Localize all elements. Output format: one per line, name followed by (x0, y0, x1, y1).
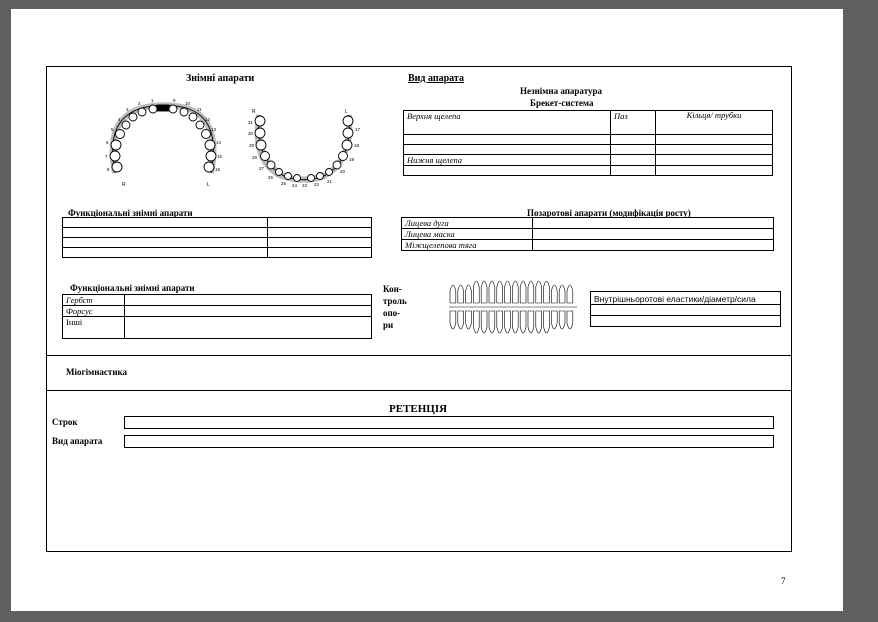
bracket-row-cell[interactable] (611, 135, 656, 145)
upper-tooth (505, 281, 511, 303)
retention-term-label: Строк (52, 417, 78, 427)
functional-appliances-table-2 (62, 294, 372, 339)
tooth-number: 6 (106, 140, 109, 145)
bracket-row-cell[interactable] (656, 166, 773, 176)
lower-tooth (466, 311, 472, 329)
upper-tooth (567, 285, 573, 303)
elastics-cell[interactable] (591, 316, 781, 327)
lower-tooth (528, 311, 534, 333)
lower-tooth (458, 311, 464, 329)
upper-tooth (520, 281, 526, 303)
lower-tooth (505, 311, 511, 333)
divider-line (46, 355, 792, 356)
elastics-header: Внутрішньоротові еластики/діаметр/сила (591, 292, 781, 305)
tooth-number: 10 (185, 101, 191, 106)
extraoral-appliances-table (401, 217, 774, 251)
upper-tooth (536, 281, 542, 303)
upper-tooth (559, 285, 565, 303)
arch-side-label: L (345, 109, 348, 115)
extraoral-cell[interactable] (533, 229, 774, 240)
slot-header: Паз (611, 111, 656, 135)
functional-cell[interactable] (125, 295, 372, 306)
tooth-number: 21 (327, 179, 333, 184)
upper-tooth (450, 285, 456, 303)
bracket-row-cell[interactable] (611, 166, 656, 176)
tooth-number: 9 (173, 98, 176, 103)
tooth-number: 16 (215, 167, 221, 172)
tooth-number: 27 (259, 166, 265, 171)
myogymnastics-label: Міогімнастика (66, 367, 128, 377)
functional-cell[interactable] (268, 218, 372, 228)
page-number: 7 (781, 576, 786, 586)
upper-tooth (544, 281, 550, 303)
bracket-system-subtitle: Брекет-система (530, 98, 594, 108)
lower-tooth (520, 311, 526, 333)
bracket-row-cell[interactable] (656, 135, 773, 145)
lower-tooth (551, 311, 557, 329)
tooth-number: 4 (118, 117, 121, 122)
anchorage-control-label (383, 283, 407, 331)
functional-cell[interactable] (63, 228, 268, 238)
divider-line (46, 390, 792, 391)
upper-tooth (473, 281, 479, 303)
tooth-number: 25 (281, 181, 287, 186)
upper-tooth (466, 285, 472, 303)
control-line: опо- (383, 308, 401, 318)
tooth-number: 26 (268, 175, 274, 180)
removable-title: Знімні апарати (186, 73, 255, 84)
bracket-system-table (403, 110, 773, 176)
tooth-number: 22 (314, 182, 320, 187)
retention-title: РЕТЕНЦІЯ (389, 403, 448, 415)
tooth-number: 19 (349, 157, 355, 162)
upper-tooth (458, 285, 464, 303)
lower-tooth (473, 311, 479, 333)
tooth-number: 2 (138, 101, 141, 106)
bracket-row-cell[interactable] (404, 135, 611, 145)
document-page (11, 9, 843, 611)
bracket-row-cell[interactable] (404, 166, 611, 176)
functional-cell[interactable] (268, 248, 372, 258)
tooth-number: 30 (248, 131, 254, 136)
functional-cell[interactable] (125, 306, 372, 317)
functional-cell[interactable] (125, 317, 372, 339)
lower-tooth (536, 311, 542, 333)
tooth-number: 29 (249, 143, 255, 148)
fixed-appliance-subtitle: Незнімна апаратура (520, 86, 603, 96)
tooth-number: 11 (197, 107, 202, 112)
functional-cell[interactable] (63, 218, 268, 228)
tooth-number: 7 (105, 154, 108, 159)
lower-tooth (559, 311, 565, 329)
tooth-number: 15 (217, 154, 223, 159)
bracket-row-cell[interactable] (611, 145, 656, 155)
tooth-number: 23 (302, 183, 308, 188)
face-bow-label: Лицева дуга (402, 218, 533, 229)
other-label: Інші (63, 317, 125, 339)
appliance-type-title: Вид апарата (408, 73, 464, 84)
tooth-number: 1 (151, 98, 154, 103)
control-line: троль (383, 296, 407, 306)
tooth-number: 17 (355, 127, 361, 132)
upper-tooth (512, 281, 518, 303)
dental-chart-diagram (445, 265, 581, 349)
bracket-row-cell[interactable] (656, 145, 773, 155)
functional-cell[interactable] (63, 248, 268, 258)
functional-appliances-title-1: Функціональні знімні апарати (68, 208, 193, 218)
tooth-number: 12 (205, 117, 211, 122)
tooth-number: 5 (111, 127, 114, 132)
upper-tooth (528, 281, 534, 303)
upper-jaw-header: Верхня щелепа (404, 111, 611, 135)
tooth-number: 18 (354, 143, 360, 148)
bracket-row-cell[interactable] (611, 155, 656, 166)
tooth-number: 31 (248, 120, 254, 125)
bracket-row-cell[interactable] (656, 155, 773, 166)
forsus-label: Форсус (63, 306, 125, 317)
intermaxillary-traction-label: Міжщелепова тяга (402, 240, 533, 251)
upper-arch-numbers (105, 98, 223, 188)
functional-appliances-title-2: Функціональні знімні апарати (70, 283, 195, 293)
tooth-number: 8 (107, 167, 110, 172)
bracket-row-cell[interactable] (404, 145, 611, 155)
upper-tooth (489, 281, 495, 303)
lower-tooth (567, 311, 573, 329)
tooth-number: 20 (340, 169, 346, 174)
functional-cell[interactable] (268, 238, 372, 248)
tooth-number: 24 (292, 183, 298, 188)
retention-appliance-label: Вид апарата (52, 436, 103, 446)
functional-appliances-table-1 (62, 217, 372, 258)
elastics-table (590, 291, 781, 327)
lower-tooth (481, 311, 487, 333)
retention-appliance-field[interactable] (124, 435, 774, 448)
arch-side-label: R (122, 182, 126, 188)
upper-arch (110, 105, 216, 173)
herbst-label: Гербст (63, 295, 125, 306)
dental-arches-diagram (99, 93, 361, 188)
functional-cell[interactable] (63, 238, 268, 248)
lower-tooth (512, 311, 518, 333)
face-mask-label: Лицева маска (402, 229, 533, 240)
lower-tooth (489, 311, 495, 333)
tooth-number: 28 (252, 155, 258, 160)
elastics-cell[interactable] (591, 305, 781, 316)
extraoral-cell[interactable] (533, 240, 774, 251)
arch-side-label: R (252, 109, 256, 115)
tooth-number: 13 (211, 127, 217, 132)
arch-side-label: L (207, 182, 210, 188)
control-line: Кон- (383, 284, 402, 294)
upper-tooth (481, 281, 487, 303)
upper-tooth (497, 281, 503, 303)
rings-tubes-header: Кільця/ трубки (656, 111, 773, 135)
upper-tooth (551, 285, 557, 303)
extraoral-appliances-title: Позаротові апарати (модифікація росту) (527, 208, 691, 218)
tooth-number: 14 (216, 140, 222, 145)
extraoral-cell[interactable] (533, 218, 774, 229)
tooth-number: 3 (126, 107, 129, 112)
lower-jaw-label: Нижня щелепа (404, 155, 611, 166)
control-line: ри (383, 320, 394, 330)
lower-tooth (544, 311, 550, 333)
lower-tooth (450, 311, 456, 329)
retention-term-field[interactable] (124, 416, 774, 429)
functional-cell[interactable] (268, 228, 372, 238)
lower-tooth (497, 311, 503, 333)
